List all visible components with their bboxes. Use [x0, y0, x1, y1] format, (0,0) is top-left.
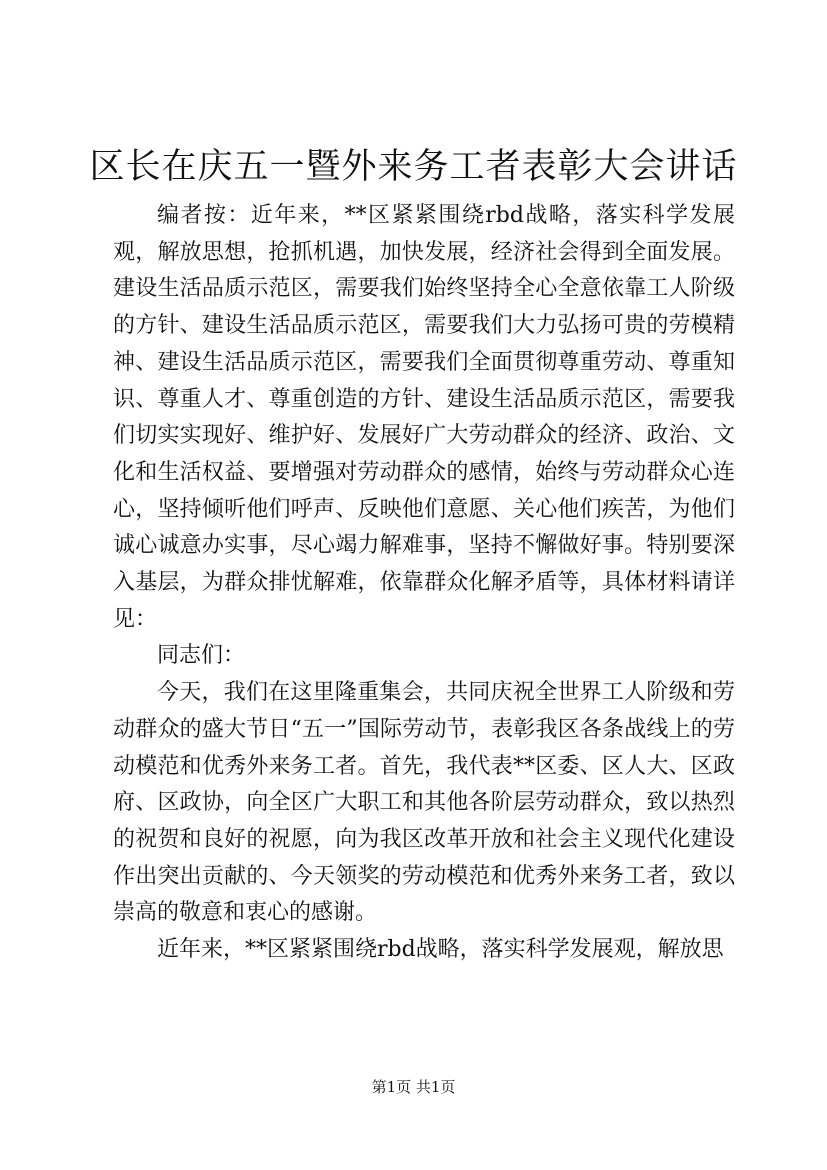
document-title: 区长在庆五一暨外来务工者表彰大会讲话	[89, 147, 738, 187]
body-paragraph-continued: 近年来，**区紧紧围绕rbd战略，落实科学发展观，解放思	[157, 937, 724, 963]
body-paragraph: 今天，我们在这里隆重集会，共同庆祝全世界工人阶级和劳动群众的盛大节日“五一”国际劳动节，表彰我区各条战线上的劳动模范和优秀外来务工者。首先，我代表**区委、区人大、区政府、区政协，向全区广大职工和其他各阶层劳动群众，致以热烈的祝贺和良好的祝愿，向为我区改革开放和社会主义现代化建设作出突出贡献的、今天领奖的劳动模范和优秀外来务工者，致以崇高的敬意和衷心的感谢。	[113, 680, 735, 926]
salutation-paragraph: 同志们：	[157, 643, 246, 669]
page-footer: 第1页 共1页	[371, 1078, 456, 1096]
editor-note-paragraph: 编者按：近年来，**区紧紧围绕rbd战略，落实科学发展观，解放思想，抢抓机遇，加快发展，经济社会得到全面发展。建设生活品质示范区，需要我们始终坚持全心全意依靠工人阶级的方针、建设生活品质示范区，需要我们大力弘扬可贵的劳模精神、建设生活品质示范区，需要我们全面贯彻尊重劳动、尊重知识、尊重人才、尊重创造的方针、建设生活品质示范区，需要我们切实实现好、维护好、发展好广大劳动群众的经济、政治、文化和生活权益、要增强对劳动群众的感情，始终与劳动群众心连心，坚持倾听他们呼声、反映他们意愿、关心他们疾苦，为他们诚心诚意办实事，尽心竭力解难事，坚持不懈做好事。特别要深入基层，为群众排忧解难，依靠群众化解矛盾等，具体材料请详见：	[113, 203, 735, 632]
document-body	[113, 198, 735, 969]
